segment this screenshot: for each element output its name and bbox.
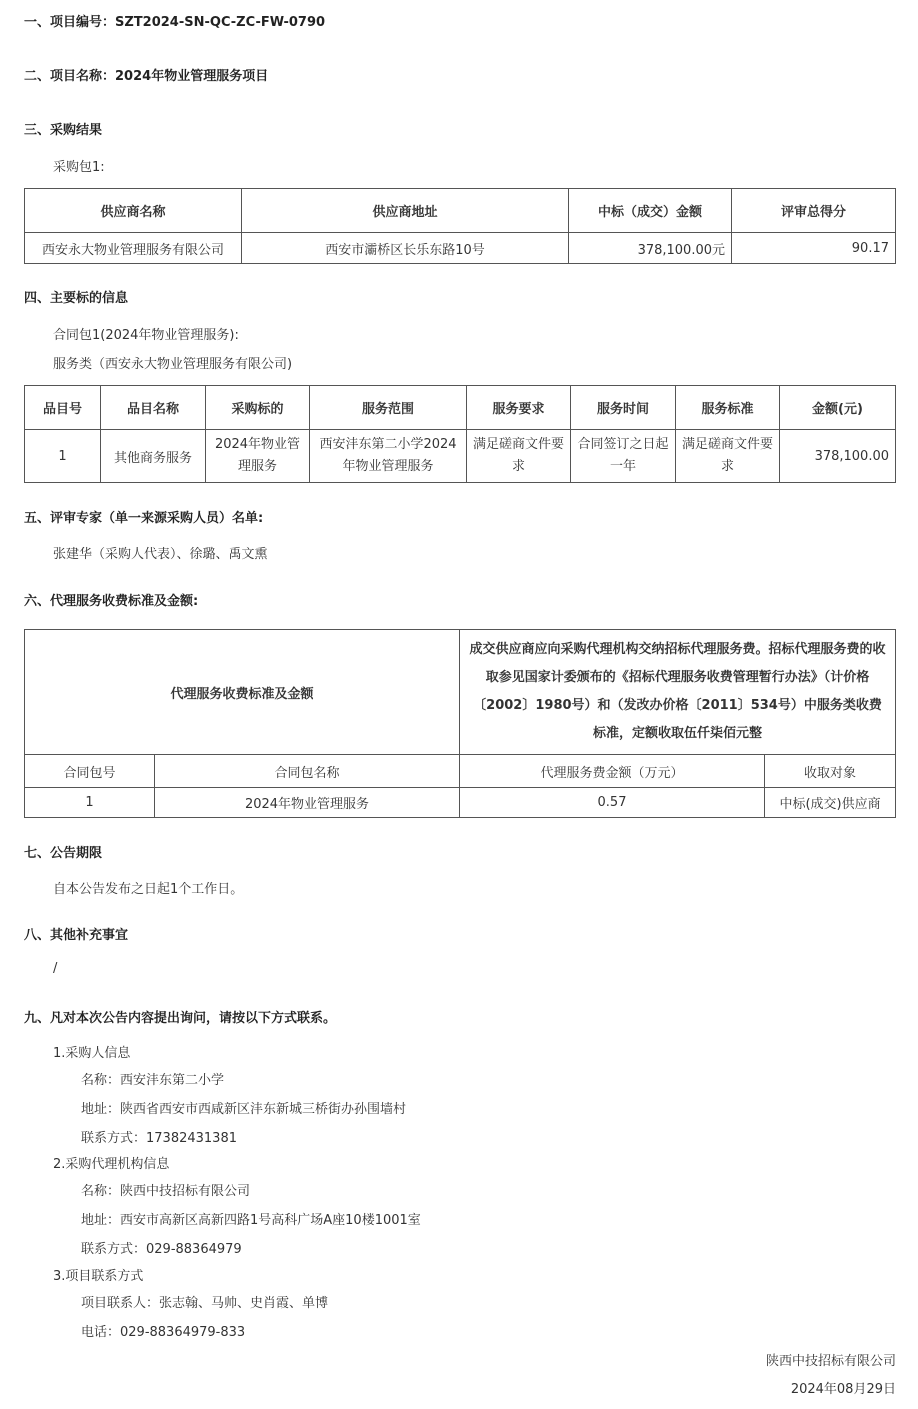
- fee-standard-label: 代理服务收费标准及金额: [25, 630, 460, 755]
- footer-date: 2024年08月29日: [790, 1382, 896, 1397]
- bid-amount: 378,100.00元: [569, 233, 732, 264]
- section-title-other-matters: 八、其他补充事宜: [24, 928, 129, 943]
- project-contact-persons: 项目联系人：张志翰、马帅、史肖霞、单博: [81, 1296, 329, 1311]
- table-row: [25, 233, 896, 264]
- table-header: 服务要求: [467, 386, 571, 430]
- fee-payer: 中标(成交)供应商: [765, 788, 896, 818]
- fee-standard-row: [25, 630, 896, 755]
- section-project-name: [24, 65, 268, 84]
- section-title-main-items: 四、主要标的信息: [24, 291, 129, 306]
- service-standard: 满足磋商文件要求: [676, 430, 780, 483]
- purchase-package-label: 采购包1:: [53, 160, 105, 175]
- table-header: 评审总得分: [732, 189, 896, 233]
- service-requirement: 满足磋商文件要求: [467, 430, 571, 483]
- procurement-subject: 2024年物业管理服务: [206, 430, 310, 483]
- expert-names: 张建华（采购人代表）、徐璐、禹文熏: [53, 547, 268, 562]
- agent-info-title: 2.采购代理机构信息: [53, 1157, 170, 1172]
- contract-package-number: 1: [25, 788, 155, 818]
- items-table: [24, 385, 896, 483]
- agency-fee-amount: 0.57: [460, 788, 765, 818]
- table-header: 品目名称: [101, 386, 206, 430]
- project-contact-phone: 电话：029-88364979-833: [81, 1325, 246, 1340]
- section-title-agency-fee: 六、代理服务收费标准及金额:: [24, 594, 199, 609]
- table-header: 服务范围: [310, 386, 467, 430]
- agent-address: 地址：西安市高新区高新四路1号高科广场A座10楼1001室: [81, 1213, 421, 1228]
- table-header: 收取对象: [765, 755, 896, 788]
- item-amount: 378,100.00: [780, 430, 896, 483]
- project-name-label: 二、项目名称：: [24, 69, 116, 84]
- item-name: 其他商务服务: [101, 430, 206, 483]
- table-header: 合同包名称: [155, 755, 460, 788]
- agent-phone: 联系方式：029-88364979: [81, 1242, 242, 1257]
- section-title-contacts: 九、凡对本次公告内容提出询问，请按以下方式联系。: [24, 1011, 337, 1026]
- section-project-number: [24, 11, 325, 30]
- buyer-name: 名称：西安沣东第二小学: [81, 1073, 225, 1088]
- service-scope: 西安沣东第二小学2024年物业管理服务: [310, 430, 467, 483]
- section-title-experts: 五、评审专家（单一来源采购人员）名单:: [24, 511, 264, 526]
- service-category-label: 服务类（西安永大物业管理服务有限公司): [53, 357, 293, 372]
- result-table: [24, 188, 896, 264]
- table-header: 供应商地址: [242, 189, 569, 233]
- table-row: [25, 788, 896, 818]
- supplier-address: 西安市灞桥区长乐东路10号: [242, 233, 569, 264]
- table-header: 合同包号: [25, 755, 155, 788]
- project-contact-title: 3.项目联系方式: [53, 1269, 144, 1284]
- table-header: 服务时间: [571, 386, 676, 430]
- buyer-address: 地址：陕西省西安市西咸新区沣东新城三桥街办孙围墙村: [81, 1102, 407, 1117]
- agency-fee-table: [24, 629, 896, 818]
- service-time: 合同签订之日起一年: [571, 430, 676, 483]
- table-header-row: [25, 755, 896, 788]
- table-header: 金额(元): [780, 386, 896, 430]
- table-header: 采购标的: [206, 386, 310, 430]
- table-header: 品目号: [25, 386, 101, 430]
- agent-name: 名称：陕西中技招标有限公司: [81, 1184, 251, 1199]
- contract-package-label: 合同包1(2024年物业管理服务):: [53, 328, 239, 343]
- section-title-result: 三、采购结果: [24, 123, 103, 138]
- buyer-info-title: 1.采购人信息: [53, 1046, 131, 1061]
- other-matters-text: /: [53, 961, 58, 976]
- notice-period-text: 自本公告发布之日起1个工作日。: [53, 882, 244, 897]
- contract-package-name: 2024年物业管理服务: [155, 788, 460, 818]
- project-number-label: 一、项目编号：: [24, 15, 116, 30]
- table-header: 服务标准: [676, 386, 780, 430]
- table-header: 中标（成交）金额: [569, 189, 732, 233]
- item-number: 1: [25, 430, 101, 483]
- project-number-value: SZT2024-SN-QC-ZC-FW-0790: [115, 15, 326, 30]
- table-header-row: [25, 386, 896, 430]
- review-score: 90.17: [732, 233, 896, 264]
- table-header: 代理服务费金额（万元）: [460, 755, 765, 788]
- table-header-row: [25, 189, 896, 233]
- table-row: [25, 430, 896, 483]
- section-title-notice-period: 七、公告期限: [24, 846, 103, 861]
- supplier-name: 西安永大物业管理服务有限公司: [25, 233, 242, 264]
- table-header: 供应商名称: [25, 189, 242, 233]
- buyer-phone: 联系方式：17382431381: [81, 1131, 237, 1146]
- footer-company: 陕西中技招标有限公司: [765, 1354, 896, 1369]
- project-name-value: 2024年物业管理服务项目: [115, 69, 269, 84]
- fee-standard-description: 成交供应商应向采购代理机构交纳招标代理服务费。招标代理服务费的收取参见国家计委颁布的《招标代理服务收费管理暂行办法》（计价格〔2002〕1980号）和（发改办价格〔2011〕534号）中服务类收费标准，定额收取伍仟柒佰元整: [460, 630, 896, 755]
